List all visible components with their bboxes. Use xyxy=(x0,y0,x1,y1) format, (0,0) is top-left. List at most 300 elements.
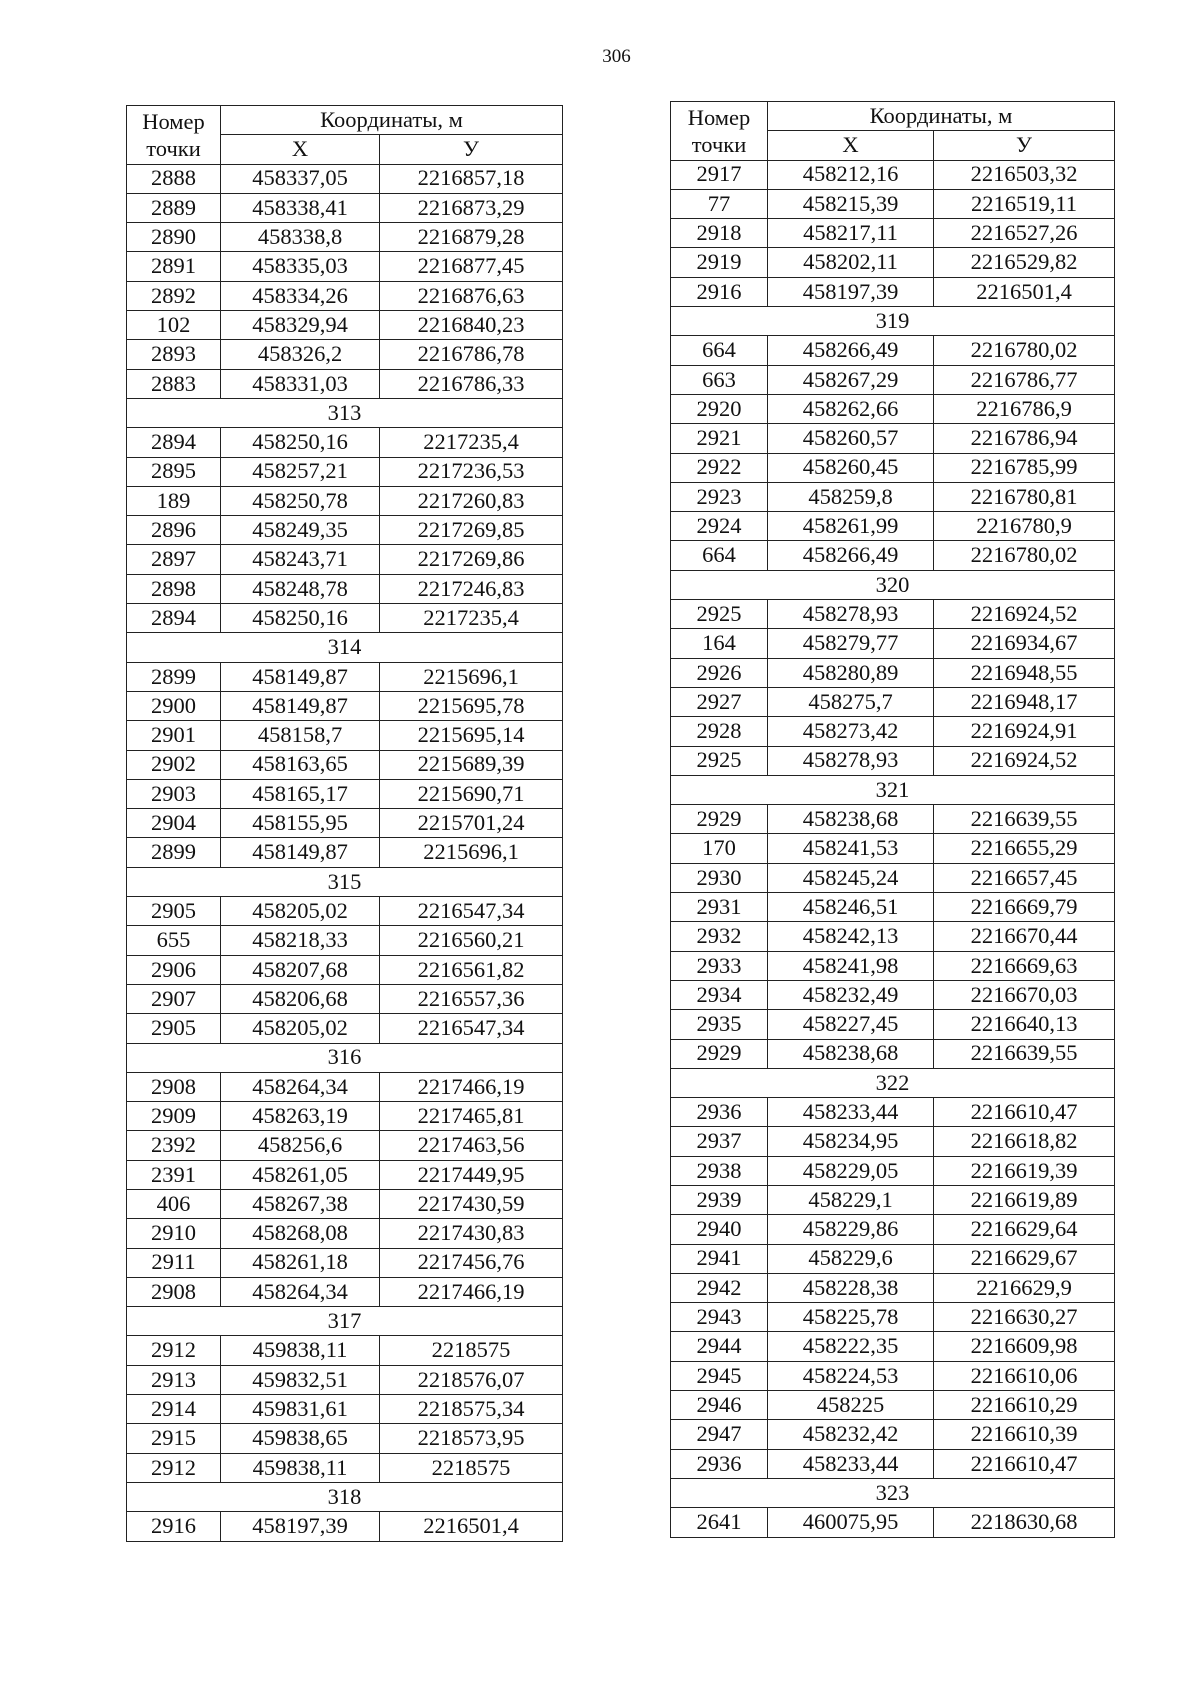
x-coordinate-cell: 458260,45 xyxy=(768,453,934,482)
section-label: 314 xyxy=(127,633,563,662)
y-coordinate-cell: 2216610,47 xyxy=(934,1449,1115,1478)
table-row xyxy=(127,1014,563,1043)
section-label: 323 xyxy=(671,1478,1115,1507)
y-coordinate-cell: 2216948,17 xyxy=(934,687,1115,716)
table-row xyxy=(127,223,563,252)
point-number-cell: 664 xyxy=(671,541,768,570)
y-coordinate-cell: 2216527,26 xyxy=(934,219,1115,248)
x-coordinate-cell: 458259,8 xyxy=(768,482,934,511)
table-row xyxy=(671,1010,1115,1039)
x-coordinate-cell: 458267,29 xyxy=(768,365,934,394)
point-number-cell: 2922 xyxy=(671,453,768,482)
point-number-cell: 2905 xyxy=(127,897,221,926)
y-coordinate-cell: 2217269,85 xyxy=(380,516,563,545)
point-number-cell: 2931 xyxy=(671,893,768,922)
y-coordinate-cell: 2216610,29 xyxy=(934,1391,1115,1420)
y-coordinate-cell: 2215701,24 xyxy=(380,809,563,838)
y-coordinate-cell: 2216630,27 xyxy=(934,1303,1115,1332)
y-coordinate-cell: 2216924,91 xyxy=(934,717,1115,746)
point-number-cell: 2946 xyxy=(671,1391,768,1420)
y-coordinate-cell: 2215689,39 xyxy=(380,750,563,779)
point-number-cell: 406 xyxy=(127,1189,221,1218)
y-coordinate-cell: 2218573,95 xyxy=(380,1424,563,1453)
table-row xyxy=(671,658,1115,687)
x-coordinate-cell: 458197,39 xyxy=(768,277,934,306)
x-coordinate-cell: 458205,02 xyxy=(221,1014,380,1043)
table-row xyxy=(127,779,563,808)
x-coordinate-cell: 458222,35 xyxy=(768,1332,934,1361)
point-number-cell: 2925 xyxy=(671,746,768,775)
x-coordinate-cell: 458250,16 xyxy=(221,428,380,457)
y-coordinate-cell: 2216501,4 xyxy=(380,1512,563,1541)
point-number-cell: 2899 xyxy=(127,662,221,691)
point-number-cell: 2912 xyxy=(127,1453,221,1482)
x-coordinate-cell: 458206,68 xyxy=(221,984,380,1013)
point-number-cell: 2933 xyxy=(671,951,768,980)
x-coordinate-cell: 458267,38 xyxy=(221,1189,380,1218)
x-coordinate-cell: 458260,57 xyxy=(768,424,934,453)
x-coordinate-cell: 458245,24 xyxy=(768,863,934,892)
table-row xyxy=(671,1273,1115,1302)
table-row xyxy=(127,750,563,779)
point-number-cell: 2947 xyxy=(671,1420,768,1449)
table-header-row xyxy=(671,102,1115,131)
point-number-cell: 2901 xyxy=(127,721,221,750)
section-label: 322 xyxy=(671,1068,1115,1097)
point-number-cell: 2897 xyxy=(127,545,221,574)
table-row xyxy=(127,1512,563,1541)
x-coordinate-cell: 459838,11 xyxy=(221,1453,380,1482)
point-number-cell: 2929 xyxy=(671,805,768,834)
table-row xyxy=(127,311,563,340)
point-number-cell: 2926 xyxy=(671,658,768,687)
x-coordinate-cell: 458229,1 xyxy=(768,1185,934,1214)
point-number-cell: 2902 xyxy=(127,750,221,779)
x-coordinate-cell: 458238,68 xyxy=(768,805,934,834)
table-row xyxy=(127,604,563,633)
y-coordinate-cell: 2216501,4 xyxy=(934,277,1115,306)
x-coordinate-cell: 458263,19 xyxy=(221,1102,380,1131)
x-coordinate-cell: 458233,44 xyxy=(768,1449,934,1478)
x-coordinate-cell: 458149,87 xyxy=(221,838,380,867)
x-coordinate-cell: 458232,42 xyxy=(768,1420,934,1449)
y-coordinate-cell: 2216629,64 xyxy=(934,1215,1115,1244)
table-row xyxy=(671,1127,1115,1156)
x-coordinate-cell: 458261,05 xyxy=(221,1160,380,1189)
table-row xyxy=(671,834,1115,863)
table-row xyxy=(671,805,1115,834)
x-coordinate-cell: 458234,95 xyxy=(768,1127,934,1156)
table-row xyxy=(671,365,1115,394)
table-row xyxy=(671,1156,1115,1185)
x-coordinate-cell: 458163,65 xyxy=(221,750,380,779)
x-coordinate-cell: 458205,02 xyxy=(221,897,380,926)
y-coordinate-cell: 2216619,39 xyxy=(934,1156,1115,1185)
section-header-row xyxy=(127,398,563,427)
table-row xyxy=(671,863,1115,892)
table-row xyxy=(127,1219,563,1248)
x-coordinate-cell: 458243,71 xyxy=(221,545,380,574)
section-header-row xyxy=(127,1482,563,1511)
y-coordinate-cell: 2215695,78 xyxy=(380,691,563,720)
table-row xyxy=(127,1424,563,1453)
y-coordinate-cell: 2218575 xyxy=(380,1336,563,1365)
table-row xyxy=(671,629,1115,658)
y-coordinate-cell: 2216560,21 xyxy=(380,926,563,955)
y-coordinate-cell: 2216786,77 xyxy=(934,365,1115,394)
x-coordinate-cell: 459838,11 xyxy=(221,1336,380,1365)
y-coordinate-cell: 2216629,67 xyxy=(934,1244,1115,1273)
y-coordinate-cell: 2218630,68 xyxy=(934,1508,1115,1537)
point-number-header xyxy=(671,102,768,161)
y-coordinate-cell: 2217466,19 xyxy=(380,1277,563,1306)
table-row xyxy=(671,746,1115,775)
y-coordinate-cell: 2216610,06 xyxy=(934,1361,1115,1390)
y-coordinate-cell: 2216618,82 xyxy=(934,1127,1115,1156)
table-row xyxy=(127,838,563,867)
y-coordinate-cell: 2216557,36 xyxy=(380,984,563,1013)
point-number-cell: 664 xyxy=(671,336,768,365)
y-coordinate-cell: 2216519,11 xyxy=(934,189,1115,218)
x-coordinate-cell: 458229,86 xyxy=(768,1215,934,1244)
point-number-cell: 2934 xyxy=(671,980,768,1009)
table-row xyxy=(127,662,563,691)
section-header-row xyxy=(127,1307,563,1336)
section-header-row xyxy=(671,570,1115,599)
x-coordinate-cell: 458217,11 xyxy=(768,219,934,248)
x-coordinate-cell: 458275,7 xyxy=(768,687,934,716)
x-coordinate-cell: 458334,26 xyxy=(221,281,380,310)
table-row xyxy=(127,574,563,603)
table-row xyxy=(671,1449,1115,1478)
x-coordinate-cell: 458337,05 xyxy=(221,164,380,193)
x-coordinate-cell: 458338,8 xyxy=(221,223,380,252)
table-header-row xyxy=(127,106,563,135)
point-number-cell: 2912 xyxy=(127,1336,221,1365)
x-coordinate-cell: 458335,03 xyxy=(221,252,380,281)
point-number-cell: 2939 xyxy=(671,1185,768,1214)
point-number-header-label: Номер точки xyxy=(142,108,205,161)
point-number-cell: 170 xyxy=(671,834,768,863)
point-number-cell: 189 xyxy=(127,486,221,515)
table-row xyxy=(671,980,1115,1009)
point-number-cell: 2911 xyxy=(127,1248,221,1277)
x-coordinate-cell: 459831,61 xyxy=(221,1395,380,1424)
x-coordinate-cell: 458262,66 xyxy=(768,394,934,423)
point-number-cell: 2935 xyxy=(671,1010,768,1039)
point-number-cell: 2913 xyxy=(127,1365,221,1394)
point-number-cell: 2936 xyxy=(671,1449,768,1478)
x-coordinate-cell: 458264,34 xyxy=(221,1277,380,1306)
section-header-row xyxy=(127,867,563,896)
point-number-cell: 2927 xyxy=(671,687,768,716)
table-row xyxy=(671,1420,1115,1449)
y-coordinate-cell: 2215696,1 xyxy=(380,662,563,691)
x-coordinate-cell: 458246,51 xyxy=(768,893,934,922)
x-coordinate-cell: 458256,6 xyxy=(221,1131,380,1160)
point-number-cell: 2925 xyxy=(671,600,768,629)
table-row xyxy=(671,1361,1115,1390)
x-coordinate-cell: 458250,78 xyxy=(221,486,380,515)
y-coordinate-cell: 2216529,82 xyxy=(934,248,1115,277)
point-number-cell: 2894 xyxy=(127,604,221,633)
point-number-cell: 2916 xyxy=(671,277,768,306)
section-header-row xyxy=(671,307,1115,336)
x-coordinate-cell: 458268,08 xyxy=(221,1219,380,1248)
x-coordinate-cell: 458225,78 xyxy=(768,1303,934,1332)
y-coordinate-cell: 2215696,1 xyxy=(380,838,563,867)
point-number-cell: 2910 xyxy=(127,1219,221,1248)
section-header-row xyxy=(671,775,1115,804)
y-coordinate-cell: 2217246,83 xyxy=(380,574,563,603)
table-row xyxy=(127,955,563,984)
section-header-row xyxy=(127,1043,563,1072)
point-number-cell: 2890 xyxy=(127,223,221,252)
table-row xyxy=(127,281,563,310)
point-number-cell: 2918 xyxy=(671,219,768,248)
y-coordinate-cell: 2216619,89 xyxy=(934,1185,1115,1214)
y-coordinate-cell: 2217466,19 xyxy=(380,1072,563,1101)
y-coordinate-cell: 2216786,94 xyxy=(934,424,1115,453)
x-coordinate-cell: 458155,95 xyxy=(221,809,380,838)
point-number-cell: 2915 xyxy=(127,1424,221,1453)
point-number-cell: 2921 xyxy=(671,424,768,453)
section-header-row xyxy=(127,633,563,662)
point-number-cell: 2894 xyxy=(127,428,221,457)
point-number-header xyxy=(127,106,221,165)
table-row xyxy=(127,1365,563,1394)
table-row xyxy=(671,482,1115,511)
point-number-cell: 663 xyxy=(671,365,768,394)
x-coordinate-cell: 458331,03 xyxy=(221,369,380,398)
point-number-cell: 2903 xyxy=(127,779,221,808)
y-coordinate-cell: 2216561,82 xyxy=(380,955,563,984)
table-row xyxy=(127,1072,563,1101)
table-row xyxy=(127,1277,563,1306)
x-coordinate-cell: 458197,39 xyxy=(221,1512,380,1541)
table-row xyxy=(671,600,1115,629)
y-coordinate-cell: 2216547,34 xyxy=(380,1014,563,1043)
y-coordinate-cell: 2216609,98 xyxy=(934,1332,1115,1361)
section-header-row xyxy=(671,1478,1115,1507)
section-label: 317 xyxy=(127,1307,563,1336)
table-row xyxy=(671,336,1115,365)
x-coordinate-cell: 458242,13 xyxy=(768,922,934,951)
table-row xyxy=(671,1303,1115,1332)
section-label: 321 xyxy=(671,775,1115,804)
table-row xyxy=(671,277,1115,306)
point-number-cell: 2930 xyxy=(671,863,768,892)
y-coordinate-cell: 2216669,79 xyxy=(934,893,1115,922)
x-coordinate-cell: 458158,7 xyxy=(221,721,380,750)
point-number-cell: 655 xyxy=(127,926,221,955)
y-coordinate-cell: 2216840,23 xyxy=(380,311,563,340)
y-coordinate-cell: 2216629,9 xyxy=(934,1273,1115,1302)
point-number-cell: 2896 xyxy=(127,516,221,545)
table-row xyxy=(671,1244,1115,1273)
section-label: 319 xyxy=(671,307,1115,336)
point-number-cell: 102 xyxy=(127,311,221,340)
x-coordinate-cell: 460075,95 xyxy=(768,1508,934,1537)
y-coordinate-cell: 2217456,76 xyxy=(380,1248,563,1277)
table-row xyxy=(127,340,563,369)
y-coordinate-cell: 2216873,29 xyxy=(380,193,563,222)
x-coordinate-cell: 458227,45 xyxy=(768,1010,934,1039)
y-coordinate-cell: 2216780,02 xyxy=(934,541,1115,570)
section-label: 320 xyxy=(671,570,1115,599)
table-row xyxy=(127,897,563,926)
coordinates-table-right xyxy=(670,101,1115,1538)
point-number-cell: 2909 xyxy=(127,1102,221,1131)
x-coordinate-cell: 459838,65 xyxy=(221,1424,380,1453)
y-coordinate-cell: 2218576,07 xyxy=(380,1365,563,1394)
x-coordinate-cell: 458212,16 xyxy=(768,160,934,189)
y-coordinate-cell: 2216610,47 xyxy=(934,1098,1115,1127)
y-coordinate-cell: 2217430,83 xyxy=(380,1219,563,1248)
point-number-cell: 2641 xyxy=(671,1508,768,1537)
y-coordinate-cell: 2216786,9 xyxy=(934,394,1115,423)
point-number-cell: 2908 xyxy=(127,1277,221,1306)
point-number-cell: 2941 xyxy=(671,1244,768,1273)
y-coordinate-cell: 2216640,13 xyxy=(934,1010,1115,1039)
x-coordinate-cell: 458202,11 xyxy=(768,248,934,277)
table-row xyxy=(127,1336,563,1365)
y-coordinate-cell: 2218575,34 xyxy=(380,1395,563,1424)
point-number-cell: 2904 xyxy=(127,809,221,838)
section-label: 316 xyxy=(127,1043,563,1072)
page-number: 306 xyxy=(602,46,631,67)
point-number-cell: 2914 xyxy=(127,1395,221,1424)
x-coordinate-cell: 458278,93 xyxy=(768,600,934,629)
point-number-cell: 2895 xyxy=(127,457,221,486)
table-row xyxy=(671,922,1115,951)
x-coordinate-cell: 458241,53 xyxy=(768,834,934,863)
y-coordinate-cell: 2217235,4 xyxy=(380,604,563,633)
point-number-cell: 2391 xyxy=(127,1160,221,1189)
y-coordinate-cell: 2216786,78 xyxy=(380,340,563,369)
x-coordinate-cell: 459832,51 xyxy=(221,1365,380,1394)
y-coordinate-cell: 2217260,83 xyxy=(380,486,563,515)
table-row xyxy=(127,1102,563,1131)
point-number-header-label: Номер точки xyxy=(687,104,751,157)
x-coordinate-cell: 458225 xyxy=(768,1391,934,1420)
section-label: 318 xyxy=(127,1482,563,1511)
y-coordinate-cell: 2216780,02 xyxy=(934,336,1115,365)
table-row xyxy=(671,219,1115,248)
x-coordinate-cell: 458149,87 xyxy=(221,691,380,720)
table-row xyxy=(671,424,1115,453)
table-row xyxy=(671,1391,1115,1420)
table-row xyxy=(671,1508,1115,1537)
table-row xyxy=(671,394,1115,423)
y-coordinate-cell: 2216639,55 xyxy=(934,805,1115,834)
y-coordinate-cell: 2216610,39 xyxy=(934,1420,1115,1449)
y-coordinate-cell: 2216934,67 xyxy=(934,629,1115,658)
table-row xyxy=(127,721,563,750)
x-coordinate-cell: 458248,78 xyxy=(221,574,380,603)
y-coordinate-cell: 2216780,9 xyxy=(934,512,1115,541)
point-number-cell: 2892 xyxy=(127,281,221,310)
section-header-row xyxy=(671,1068,1115,1097)
x-coordinate-cell: 458279,77 xyxy=(768,629,934,658)
table-row xyxy=(127,1395,563,1424)
y-column-header: У xyxy=(934,131,1115,160)
point-number-cell: 2900 xyxy=(127,691,221,720)
point-number-cell: 2937 xyxy=(671,1127,768,1156)
y-coordinate-cell: 2216655,29 xyxy=(934,834,1115,863)
coordinates-header: Координаты, м xyxy=(221,106,563,135)
y-coordinate-cell: 2217269,86 xyxy=(380,545,563,574)
y-coordinate-cell: 2216670,03 xyxy=(934,980,1115,1009)
point-number-cell: 2898 xyxy=(127,574,221,603)
table-row xyxy=(671,951,1115,980)
x-coordinate-cell: 458329,94 xyxy=(221,311,380,340)
point-number-cell: 2908 xyxy=(127,1072,221,1101)
y-coordinate-cell: 2216948,55 xyxy=(934,658,1115,687)
point-number-cell: 2923 xyxy=(671,482,768,511)
x-coordinate-cell: 458224,53 xyxy=(768,1361,934,1390)
x-coordinate-cell: 458149,87 xyxy=(221,662,380,691)
y-coordinate-cell: 2217465,81 xyxy=(380,1102,563,1131)
y-coordinate-cell: 2217463,56 xyxy=(380,1131,563,1160)
y-coordinate-cell: 2216657,45 xyxy=(934,863,1115,892)
section-label: 315 xyxy=(127,867,563,896)
y-coordinate-cell: 2216876,63 xyxy=(380,281,563,310)
y-coordinate-cell: 2217236,53 xyxy=(380,457,563,486)
table-row xyxy=(671,248,1115,277)
y-coordinate-cell: 2216503,32 xyxy=(934,160,1115,189)
y-coordinate-cell: 2216785,99 xyxy=(934,453,1115,482)
x-column-header: X xyxy=(221,135,380,164)
table-row xyxy=(671,1098,1115,1127)
table-row xyxy=(671,189,1115,218)
point-number-cell: 2929 xyxy=(671,1039,768,1068)
point-number-cell: 2907 xyxy=(127,984,221,1013)
table-row xyxy=(127,457,563,486)
x-coordinate-cell: 458238,68 xyxy=(768,1039,934,1068)
point-number-cell: 2932 xyxy=(671,922,768,951)
y-coordinate-cell: 2216857,18 xyxy=(380,164,563,193)
table-row xyxy=(127,545,563,574)
point-number-cell: 2924 xyxy=(671,512,768,541)
table-row xyxy=(127,809,563,838)
table-row xyxy=(671,1215,1115,1244)
x-coordinate-cell: 458266,49 xyxy=(768,541,934,570)
point-number-cell: 2940 xyxy=(671,1215,768,1244)
table-row xyxy=(127,926,563,955)
x-coordinate-cell: 458215,39 xyxy=(768,189,934,218)
y-coordinate-cell: 2216924,52 xyxy=(934,746,1115,775)
y-coordinate-cell: 2216639,55 xyxy=(934,1039,1115,1068)
point-number-cell: 2392 xyxy=(127,1131,221,1160)
point-number-cell: 2916 xyxy=(127,1512,221,1541)
y-coordinate-cell: 2215695,14 xyxy=(380,721,563,750)
x-coordinate-cell: 458266,49 xyxy=(768,336,934,365)
y-coordinate-cell: 2217235,4 xyxy=(380,428,563,457)
y-column-header: У xyxy=(380,135,563,164)
x-coordinate-cell: 458218,33 xyxy=(221,926,380,955)
x-coordinate-cell: 458278,93 xyxy=(768,746,934,775)
point-number-cell: 2945 xyxy=(671,1361,768,1390)
x-coordinate-cell: 458326,2 xyxy=(221,340,380,369)
table-row xyxy=(671,160,1115,189)
y-coordinate-cell: 2216924,52 xyxy=(934,600,1115,629)
x-column-header: X xyxy=(768,131,934,160)
y-coordinate-cell: 2216780,81 xyxy=(934,482,1115,511)
y-coordinate-cell: 2217430,59 xyxy=(380,1189,563,1218)
point-number-cell: 2944 xyxy=(671,1332,768,1361)
table-row xyxy=(127,164,563,193)
